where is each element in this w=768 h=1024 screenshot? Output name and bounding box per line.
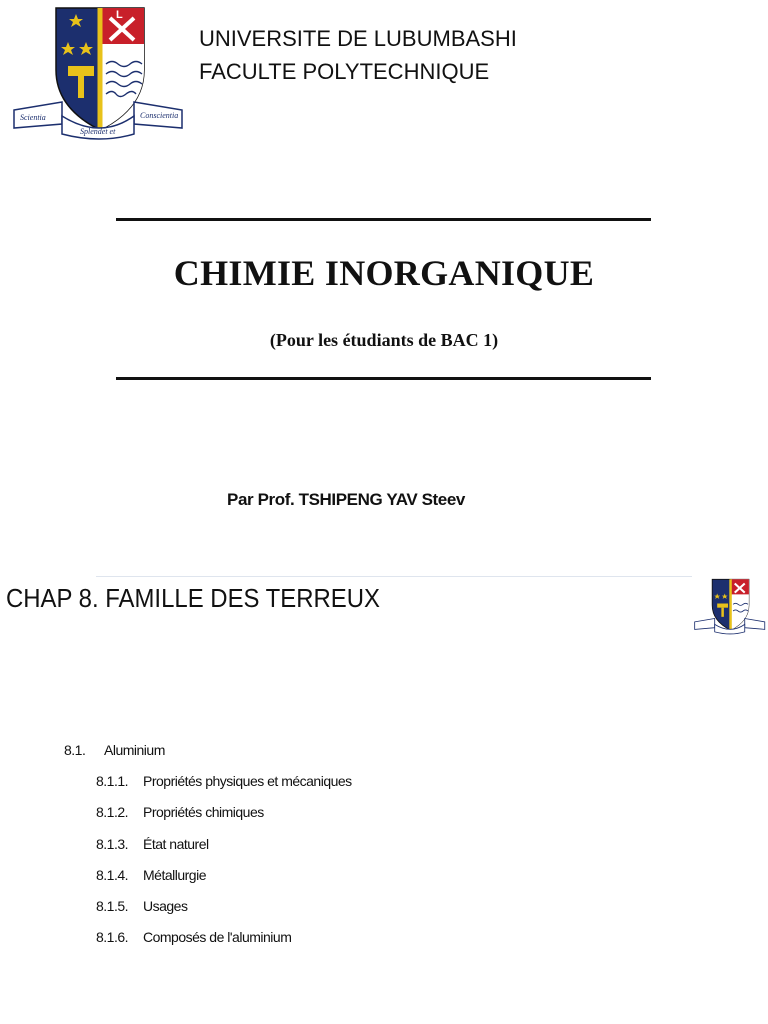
toc-item-number: 8.1.6. <box>96 929 129 946</box>
toc-item-label: Propriétés chimiques <box>143 804 264 821</box>
svg-text:L: L <box>116 9 123 21</box>
university-name: UNIVERSITE DE LUBUMBASHI <box>199 26 517 51</box>
svg-text:Splendet et: Splendet et <box>80 127 116 136</box>
toc-item <box>96 898 187 914</box>
institution-header <box>199 22 517 88</box>
toc-item-number: 8.1. <box>64 742 86 758</box>
toc-item-number: 8.1.4. <box>96 866 129 883</box>
university-crest-small-logo <box>693 575 766 637</box>
title-top-rule <box>116 218 651 221</box>
toc-item-label: État naturel <box>143 835 209 852</box>
author-line: Par Prof. TSHIPENG YAV Steev <box>227 490 465 509</box>
title-bottom-rule <box>116 377 651 380</box>
toc-item-label: Composés de l'aluminium <box>143 929 292 946</box>
document-subtitle: (Pour les étudiants de BAC 1) <box>269 330 499 350</box>
svg-text:Conscientia: Conscientia <box>140 111 179 120</box>
slide-divider <box>96 576 692 577</box>
chapter-title: CHAP 8. FAMILLE DES TERREUX <box>6 583 380 613</box>
toc-item-label: Aluminium <box>104 742 165 758</box>
svg-text:Scientia: Scientia <box>20 113 46 122</box>
toc-item-number: 8.1.1. <box>96 773 129 790</box>
toc-item <box>96 867 206 883</box>
toc-item-number: 8.1.2. <box>96 804 129 821</box>
toc-item <box>96 836 209 852</box>
toc-item <box>96 929 291 945</box>
document-title: CHIMIE INORGANIQUE <box>173 253 595 293</box>
toc-item-number: 8.1.5. <box>96 898 129 914</box>
toc-item-label: Propriétés physiques et mécaniques <box>143 773 352 790</box>
toc-item <box>96 804 264 820</box>
university-crest-logo <box>10 4 185 140</box>
toc-item-label: Métallurgie <box>143 866 206 883</box>
toc-item <box>64 742 165 758</box>
toc-item <box>96 773 352 789</box>
toc-item-number: 8.1.3. <box>96 835 129 852</box>
faculty-name: FACULTE POLYTECHNIQUE <box>199 59 490 84</box>
toc-item-label: Usages <box>143 898 188 914</box>
